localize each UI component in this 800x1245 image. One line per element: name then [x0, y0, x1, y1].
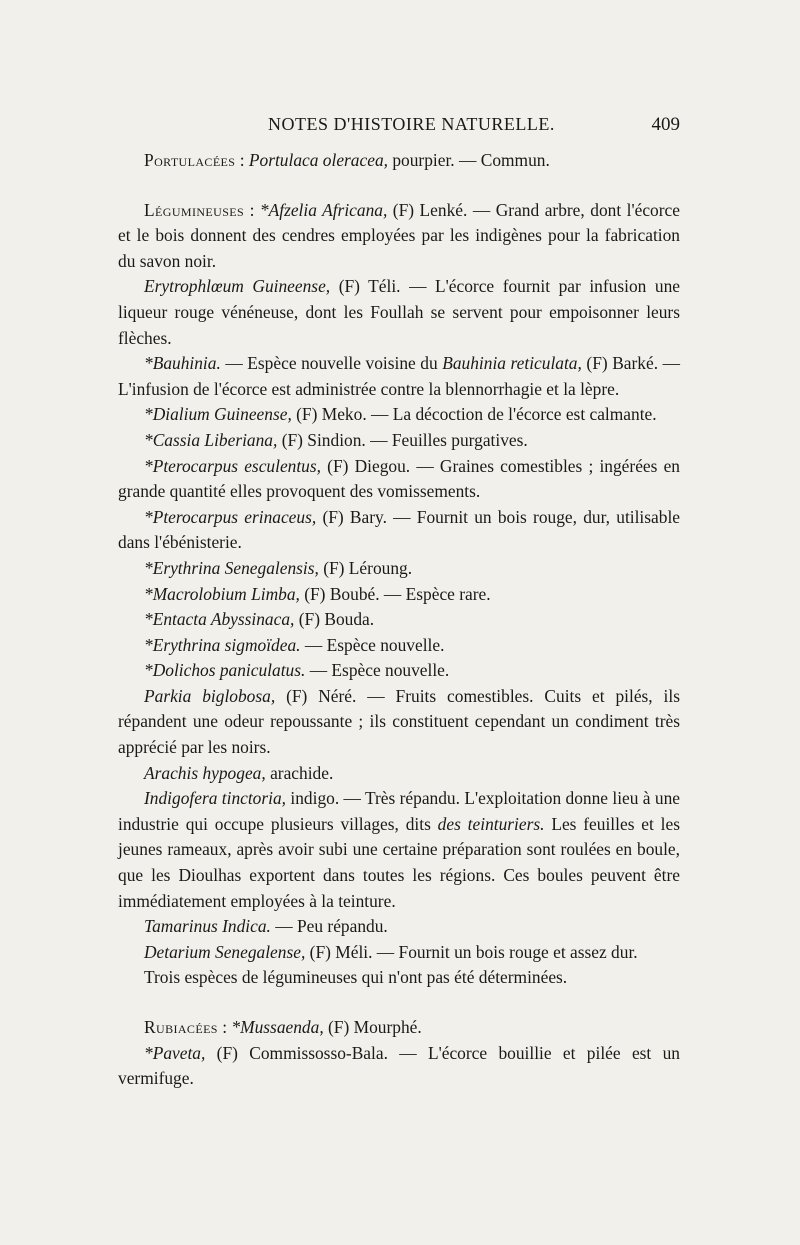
species-name: Portulaca oleracea,: [248, 150, 388, 170]
family-name: Rubiacées: [144, 1017, 218, 1037]
section-rubiacees-heading: [118, 1015, 680, 1041]
entry-text: (F) Téli. — L'écorce fournit par infusion une liqueur rouge vénéneuse, dont les Foullah se servent pour empoisonner leurs flèches.: [118, 276, 680, 348]
entry-text: (F) Bouda.: [294, 609, 375, 630]
species-name: Tamarinus Indica.: [144, 916, 271, 937]
family-name: Portulacées: [144, 150, 236, 170]
species-name: *Afzelia Africana,: [259, 199, 388, 220]
entry-text: — Espèce nouvelle.: [300, 634, 445, 655]
species-name: Erytrophlœum Guineense,: [144, 276, 331, 297]
running-title: NOTES D'HISTOIRE NATURELLE.: [268, 114, 555, 134]
entry: [118, 658, 680, 684]
entry: [118, 556, 680, 582]
species-name: *Paveta,: [144, 1042, 206, 1063]
entry: [118, 965, 680, 991]
entry: [118, 684, 680, 761]
entry: [118, 914, 680, 940]
species-name: *Entacta Abyssinaca,: [144, 609, 295, 630]
entry: [118, 351, 680, 402]
separator: :: [235, 150, 249, 170]
entry-text: (F) Diegou. — Graines comestibles ; ingérées en grande quantité elles provoquent des vomissements.: [118, 455, 680, 502]
entry: [118, 940, 680, 966]
entry-text: — Espèce nouvelle voisine du: [220, 353, 443, 374]
entry-text: (F) Barké. — L'infusion de l'écorce est administrée contre la blennorrhagie et la lèpre.: [118, 353, 681, 399]
entry-text: indigo. — Très répandu. L'exploitation donne lieu à une industrie qui occupe plusieurs villages, dits: [118, 788, 680, 834]
entry: [118, 428, 680, 454]
separator: :: [244, 199, 260, 220]
entry-text: (F) Sindion. — Feuilles purgatives.: [277, 429, 528, 450]
species-name: Indigofera tinctoria,: [144, 788, 287, 809]
species-name: des teinturiers.: [437, 813, 545, 834]
entry-text: — Espèce nouvelle.: [305, 660, 450, 681]
entry-text: arachide.: [265, 762, 334, 783]
entry: [118, 633, 680, 659]
species-name: *Cassia Liberiana,: [144, 429, 278, 450]
entry-text: (F) Commissosso-Bala. — L'écorce bouillie et pilée est un vermifuge.: [118, 1042, 680, 1089]
entry-text: (F) Néré. — Fruits comestibles. Cuits et pilés, ils répandent une odeur repoussante ; ils constituent cependant un condiment très apprécié par les noirs.: [118, 685, 680, 758]
section-legumineuses-heading: [118, 198, 680, 275]
entry: [118, 786, 680, 914]
entry: [118, 607, 680, 633]
page-body: [118, 148, 680, 1092]
species-name: *Erythrina Senegalensis,: [144, 557, 319, 578]
species-name: Bauhinia reticulata,: [442, 353, 582, 374]
species-name: Arachis hypogea,: [144, 762, 266, 783]
entry-text: (F) Léroung.: [318, 557, 413, 578]
species-name: Detarium Senegalense,: [144, 941, 306, 962]
species-name: *Macrolobium Limba,: [144, 583, 300, 604]
separator: :: [217, 1017, 232, 1037]
species-name: *Pterocarpus erinaceus,: [144, 506, 317, 527]
entry-text: — Peu répandu.: [270, 916, 388, 937]
species-name: *Mussaenda,: [231, 1017, 324, 1037]
species-name: *Pterocarpus esculentus,: [144, 455, 321, 476]
species-name: *Dialium Guineense,: [144, 404, 292, 425]
family-name: Légumineuses: [144, 199, 245, 220]
page-header: [118, 114, 680, 144]
entry: [118, 582, 680, 608]
entry-text: (F) Boubé. — Espèce rare.: [299, 583, 491, 604]
species-name: Parkia biglobosa,: [144, 685, 276, 706]
entry-text: Trois espèces de légumineuses qui n'ont pas été déterminées.: [144, 967, 568, 988]
entry: [118, 454, 680, 505]
species-name: *Dolichos paniculatus.: [144, 660, 306, 681]
entry-text: (F) Mourphé.: [323, 1017, 422, 1037]
entry-text: (F) Meko. — La décoction de l'écorce est calmante.: [291, 404, 657, 425]
entry-text: (F) Lenké. — Grand arbre, dont l'écorce et le bois donnent des cendres employées par les indigènes pour la fabrication du savon noir.: [118, 199, 680, 271]
entry-text: (F) Bary. — Fournit un bois rouge, dur, utilisable dans l'ébénisterie.: [118, 506, 680, 553]
entry: [118, 274, 680, 351]
section-portulacees: [118, 148, 680, 174]
entry-text: (F) Méli. — Fournit un bois rouge et assez dur.: [305, 941, 638, 962]
species-name: *Bauhinia.: [144, 353, 221, 374]
entry: [118, 402, 680, 428]
species-name: *Erythrina sigmoïdea.: [144, 634, 301, 655]
entry: [118, 761, 680, 787]
entry-text: Les feuilles et les jeunes rameaux, après avoir subi une certaine préparation sont roulées en boule, que les Dioulhas exportent dans toutes les régions. Ces boules peuvent être immédiatement employées à la teinture.: [118, 813, 680, 911]
entry-text: pourpier. — Commun.: [387, 150, 550, 170]
entry: [118, 505, 680, 556]
entry: [118, 1041, 680, 1092]
page-number: 409: [651, 114, 680, 135]
